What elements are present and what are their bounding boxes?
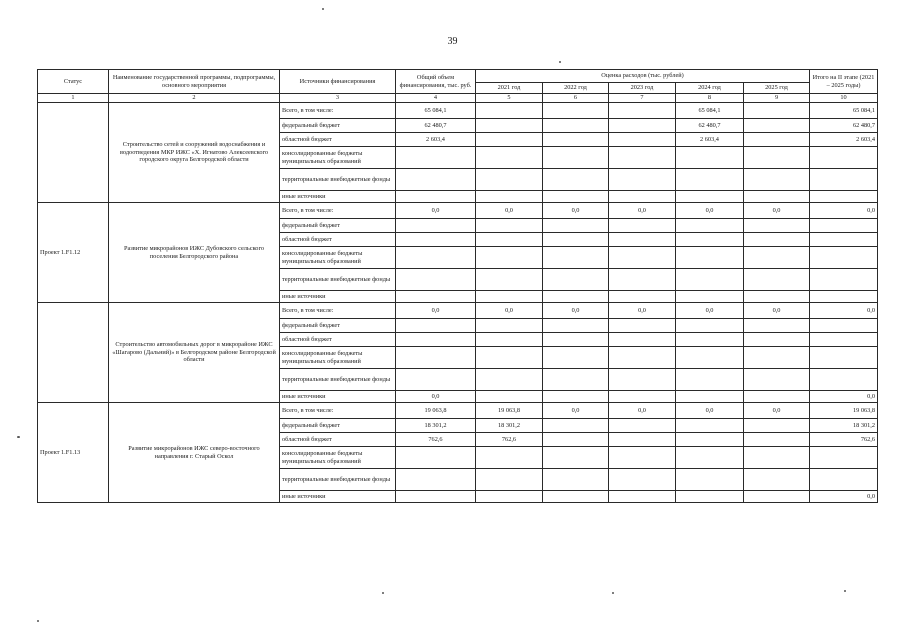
result-cell: 0,0: [810, 391, 878, 403]
year-2023-cell: [609, 333, 676, 347]
result-cell: 0,0: [810, 491, 878, 503]
year-2021-cell: [476, 347, 543, 369]
year-2023-cell: [609, 291, 676, 303]
year-2025-cell: [744, 247, 810, 269]
header-year-2022: 2022 год: [543, 83, 609, 94]
year-2024-cell: [676, 491, 744, 503]
year-2021-cell: [476, 447, 543, 469]
year-2024-cell: [676, 247, 744, 269]
total-cell: [396, 447, 476, 469]
funding-source-cell: областной бюджет: [280, 433, 396, 447]
funding-source-cell: иные источники: [280, 491, 396, 503]
year-2024-cell: 65 084,1: [676, 103, 744, 119]
year-2022-cell: [543, 491, 609, 503]
year-2022-cell: [543, 103, 609, 119]
funding-source-cell: Всего, в том числе:: [280, 303, 396, 319]
year-2023-cell: [609, 447, 676, 469]
funding-source-cell: федеральный бюджет: [280, 419, 396, 433]
table-row: [38, 203, 878, 219]
year-2025-cell: [744, 433, 810, 447]
measure-name-cell: Развитие микрорайонов ИЖС северо-восточного направления г. Старый Оскол: [109, 403, 280, 503]
funding-source-cell: консолидированные бюджеты муниципальных образований: [280, 147, 396, 169]
result-cell: [810, 147, 878, 169]
year-2021-cell: [476, 369, 543, 391]
result-cell: [810, 469, 878, 491]
year-2025-cell: [744, 219, 810, 233]
year-2021-cell: [476, 133, 543, 147]
year-2024-cell: [676, 169, 744, 191]
year-2022-cell: [543, 447, 609, 469]
year-2025-cell: [744, 419, 810, 433]
year-2021-cell: [476, 269, 543, 291]
year-2024-cell: [676, 391, 744, 403]
column-number: 7: [609, 94, 676, 103]
year-2025-cell: 0,0: [744, 203, 810, 219]
column-number: 6: [543, 94, 609, 103]
year-2021-cell: 18 301,2: [476, 419, 543, 433]
result-cell: [810, 269, 878, 291]
header-result: Итого на II этапе (2021 – 2025 годы): [810, 70, 878, 94]
column-number: 2: [109, 94, 280, 103]
total-cell: [396, 491, 476, 503]
total-cell: [396, 319, 476, 333]
year-2025-cell: [744, 191, 810, 203]
total-cell: [396, 333, 476, 347]
measure-name-cell: Развитие микрорайонов ИЖС Дубовского сельского поселения Белгородского района: [109, 203, 280, 303]
year-2024-cell: [676, 219, 744, 233]
year-2024-cell: [676, 433, 744, 447]
year-2023-cell: [609, 269, 676, 291]
result-cell: [810, 291, 878, 303]
year-2024-cell: [676, 191, 744, 203]
year-2023-cell: 0,0: [609, 203, 676, 219]
year-2023-cell: [609, 147, 676, 169]
year-2025-cell: [744, 333, 810, 347]
result-cell: [810, 169, 878, 191]
year-2022-cell: 0,0: [543, 203, 609, 219]
result-cell: 2 603,4: [810, 133, 878, 147]
year-2021-cell: [476, 191, 543, 203]
year-2022-cell: [543, 469, 609, 491]
total-cell: 0,0: [396, 303, 476, 319]
year-2021-cell: [476, 119, 543, 133]
year-2022-cell: [543, 219, 609, 233]
year-2021-cell: [476, 103, 543, 119]
total-cell: [396, 369, 476, 391]
year-2025-cell: [744, 169, 810, 191]
result-cell: [810, 319, 878, 333]
column-number: 1: [38, 94, 109, 103]
year-2023-cell: [609, 433, 676, 447]
total-cell: [396, 219, 476, 233]
total-cell: [396, 347, 476, 369]
year-2025-cell: 0,0: [744, 403, 810, 419]
year-2023-cell: [609, 219, 676, 233]
result-cell: [810, 333, 878, 347]
result-cell: 18 301,2: [810, 419, 878, 433]
year-2023-cell: [609, 191, 676, 203]
year-2021-cell: 0,0: [476, 203, 543, 219]
total-cell: [396, 147, 476, 169]
status-cell: Проект 1.F1.12: [38, 203, 109, 303]
year-2022-cell: 0,0: [543, 303, 609, 319]
year-2023-cell: [609, 391, 676, 403]
total-cell: [396, 469, 476, 491]
year-2022-cell: [543, 433, 609, 447]
header-estimate: Оценка расходов (тыс. рублей): [476, 70, 810, 83]
year-2025-cell: [744, 119, 810, 133]
total-cell: [396, 233, 476, 247]
year-2021-cell: [476, 491, 543, 503]
year-2024-cell: [676, 347, 744, 369]
total-cell: 2 603,4: [396, 133, 476, 147]
year-2021-cell: [476, 291, 543, 303]
year-2021-cell: [476, 233, 543, 247]
column-number: 5: [476, 94, 543, 103]
column-number: 4: [396, 94, 476, 103]
year-2024-cell: 0,0: [676, 403, 744, 419]
year-2023-cell: [609, 491, 676, 503]
year-2023-cell: [609, 419, 676, 433]
funding-source-cell: территориальные внебюджетные фонды: [280, 469, 396, 491]
year-2023-cell: [609, 233, 676, 247]
year-2025-cell: [744, 291, 810, 303]
column-number: 3: [280, 94, 396, 103]
funding-source-cell: Всего, в том числе:: [280, 103, 396, 119]
result-cell: [810, 369, 878, 391]
year-2023-cell: [609, 169, 676, 191]
year-2023-cell: [609, 103, 676, 119]
total-cell: 65 084,1: [396, 103, 476, 119]
result-cell: [810, 447, 878, 469]
year-2023-cell: [609, 319, 676, 333]
year-2024-cell: [676, 469, 744, 491]
total-cell: 19 063,8: [396, 403, 476, 419]
header-year-2025: 2025 год: [744, 83, 810, 94]
year-2022-cell: [543, 319, 609, 333]
scan-speck: [844, 590, 846, 592]
year-2024-cell: [676, 369, 744, 391]
result-cell: 0,0: [810, 303, 878, 319]
funding-source-cell: территориальные внебюджетные фонды: [280, 169, 396, 191]
funding-source-cell: областной бюджет: [280, 233, 396, 247]
funding-source-cell: областной бюджет: [280, 133, 396, 147]
year-2023-cell: [609, 247, 676, 269]
year-2021-cell: [476, 391, 543, 403]
year-2022-cell: 0,0: [543, 403, 609, 419]
header-status: Статус: [38, 70, 109, 94]
budget-table: [37, 69, 878, 503]
year-2024-cell: 0,0: [676, 203, 744, 219]
year-2025-cell: [744, 469, 810, 491]
total-cell: [396, 169, 476, 191]
year-2023-cell: [609, 469, 676, 491]
funding-source-cell: иные источники: [280, 191, 396, 203]
year-2021-cell: [476, 169, 543, 191]
total-cell: [396, 247, 476, 269]
header-name: Наименование государственной программы, подпрограммы, основного мероприятия: [109, 70, 280, 94]
scan-speck: [382, 592, 384, 594]
year-2025-cell: [744, 369, 810, 391]
scan-speck: [612, 592, 614, 594]
year-2023-cell: 0,0: [609, 403, 676, 419]
scan-speck: [17, 436, 20, 438]
year-2022-cell: [543, 247, 609, 269]
year-2022-cell: [543, 147, 609, 169]
year-2024-cell: [676, 233, 744, 247]
result-cell: 0,0: [810, 203, 878, 219]
year-2024-cell: [676, 269, 744, 291]
year-2023-cell: 0,0: [609, 303, 676, 319]
year-2024-cell: [676, 147, 744, 169]
result-cell: 62 480,7: [810, 119, 878, 133]
year-2023-cell: [609, 119, 676, 133]
total-cell: 762,6: [396, 433, 476, 447]
column-number: 8: [676, 94, 744, 103]
year-2022-cell: [543, 369, 609, 391]
year-2024-cell: [676, 447, 744, 469]
funding-source-cell: консолидированные бюджеты муниципальных образований: [280, 247, 396, 269]
funding-source-cell: Всего, в том числе:: [280, 403, 396, 419]
year-2025-cell: [744, 491, 810, 503]
year-2023-cell: [609, 133, 676, 147]
result-cell: 19 063,8: [810, 403, 878, 419]
year-2025-cell: [744, 447, 810, 469]
year-2022-cell: [543, 133, 609, 147]
measure-name-cell: Строительство сетей и сооружений водоснабжения и водоотведения МКР ИЖС «Х. Игнатово Алексеевского городского округа Белгородской области: [109, 103, 280, 203]
year-2025-cell: [744, 347, 810, 369]
year-2021-cell: 762,6: [476, 433, 543, 447]
year-2023-cell: [609, 347, 676, 369]
table-row: [38, 403, 878, 419]
funding-source-cell: консолидированные бюджеты муниципальных образований: [280, 347, 396, 369]
funding-source-cell: областной бюджет: [280, 333, 396, 347]
year-2022-cell: [543, 333, 609, 347]
scan-speck: [559, 61, 561, 63]
year-2022-cell: [543, 291, 609, 303]
year-2022-cell: [543, 169, 609, 191]
year-2022-cell: [543, 391, 609, 403]
year-2021-cell: [476, 469, 543, 491]
year-2024-cell: [676, 291, 744, 303]
year-2022-cell: [543, 191, 609, 203]
funding-source-cell: федеральный бюджет: [280, 219, 396, 233]
year-2024-cell: 2 603,4: [676, 133, 744, 147]
year-2024-cell: 62 480,7: [676, 119, 744, 133]
year-2025-cell: [744, 133, 810, 147]
header-year-2021: 2021 год: [476, 83, 543, 94]
header-total: Общий объем финансирования, тыс. руб.: [396, 70, 476, 94]
result-cell: 762,6: [810, 433, 878, 447]
year-2025-cell: 0,0: [744, 303, 810, 319]
year-2024-cell: [676, 333, 744, 347]
funding-source-cell: иные источники: [280, 391, 396, 403]
year-2025-cell: [744, 319, 810, 333]
result-cell: [810, 347, 878, 369]
funding-source-cell: федеральный бюджет: [280, 319, 396, 333]
year-2025-cell: [744, 233, 810, 247]
measure-name-cell: Строительство автомобильных дорог в микрорайоне ИЖС «Шагарово (Дальний)» в Белгородском районе Белгородской области: [109, 303, 280, 403]
year-2025-cell: [744, 103, 810, 119]
table-row: [38, 103, 878, 119]
year-2022-cell: [543, 269, 609, 291]
year-2025-cell: [744, 269, 810, 291]
status-cell: [38, 303, 109, 403]
total-cell: [396, 291, 476, 303]
year-2024-cell: [676, 419, 744, 433]
column-number-row: [38, 94, 878, 103]
total-cell: 62 480,7: [396, 119, 476, 133]
year-2023-cell: [609, 369, 676, 391]
header-year-2024: 2024 год: [676, 83, 744, 94]
status-cell: Проект 1.F1.13: [38, 403, 109, 503]
total-cell: 18 301,2: [396, 419, 476, 433]
column-number: 10: [810, 94, 878, 103]
total-cell: 0,0: [396, 391, 476, 403]
result-cell: [810, 247, 878, 269]
year-2022-cell: [543, 233, 609, 247]
table-row: [38, 303, 878, 319]
total-cell: 0,0: [396, 203, 476, 219]
total-cell: [396, 269, 476, 291]
status-cell: [38, 103, 109, 203]
funding-source-cell: территориальные внебюджетные фонды: [280, 269, 396, 291]
year-2021-cell: [476, 147, 543, 169]
funding-source-cell: иные источники: [280, 291, 396, 303]
year-2024-cell: 0,0: [676, 303, 744, 319]
result-cell: [810, 219, 878, 233]
scan-speck: [322, 8, 324, 10]
scan-speck: [37, 620, 39, 622]
header-year-2023: 2023 год: [609, 83, 676, 94]
year-2021-cell: 0,0: [476, 303, 543, 319]
year-2024-cell: [676, 319, 744, 333]
year-2022-cell: [543, 347, 609, 369]
year-2022-cell: [543, 419, 609, 433]
year-2022-cell: [543, 119, 609, 133]
funding-source-cell: Всего, в том числе:: [280, 203, 396, 219]
year-2021-cell: [476, 219, 543, 233]
funding-source-cell: территориальные внебюджетные фонды: [280, 369, 396, 391]
result-cell: [810, 233, 878, 247]
header-sources: Источники финансирования: [280, 70, 396, 94]
column-number: 9: [744, 94, 810, 103]
year-2025-cell: [744, 147, 810, 169]
page-number: 39: [447, 36, 458, 47]
funding-source-cell: федеральный бюджет: [280, 119, 396, 133]
year-2025-cell: [744, 391, 810, 403]
total-cell: [396, 191, 476, 203]
result-cell: 65 084,1: [810, 103, 878, 119]
year-2021-cell: [476, 247, 543, 269]
year-2021-cell: 19 063,8: [476, 403, 543, 419]
result-cell: [810, 191, 878, 203]
funding-source-cell: консолидированные бюджеты муниципальных образований: [280, 447, 396, 469]
year-2021-cell: [476, 319, 543, 333]
year-2021-cell: [476, 333, 543, 347]
